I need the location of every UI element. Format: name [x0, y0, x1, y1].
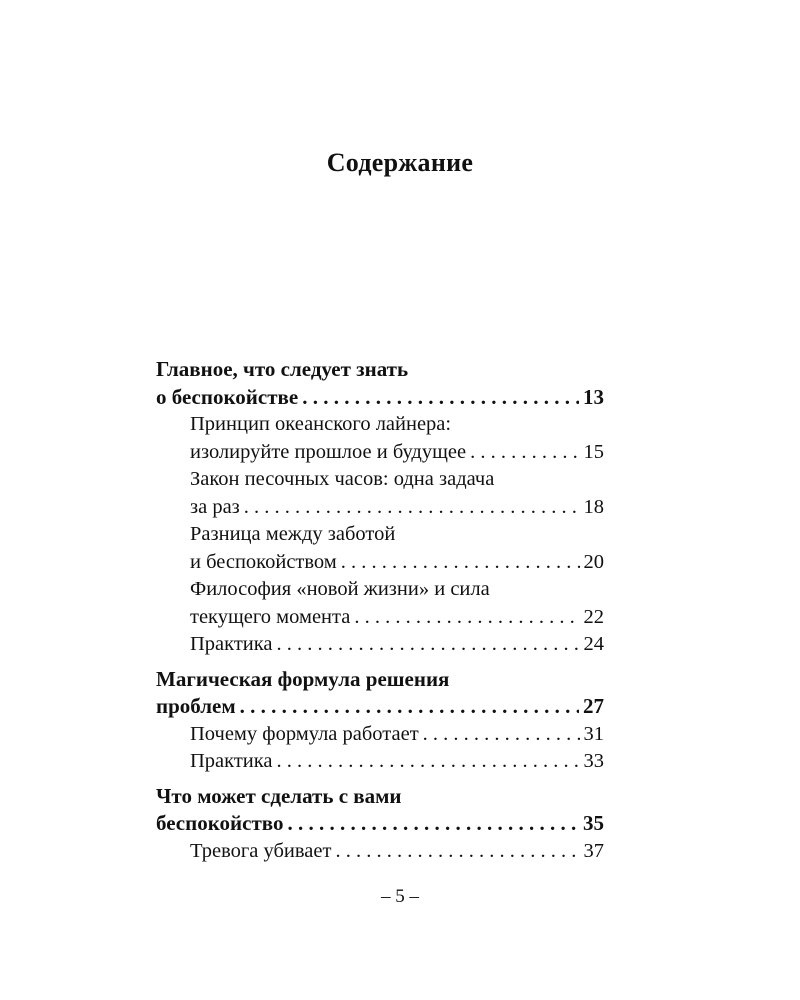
dot-leader — [277, 631, 580, 659]
page-number: 18 — [583, 495, 604, 518]
dot-leader — [287, 810, 579, 838]
toc-section-line: беспокойство — [156, 811, 284, 835]
dot-leader — [302, 384, 579, 412]
page-folio: – 5 – — [381, 886, 419, 907]
toc-section-line: проблем — [156, 694, 236, 718]
toc-subentry[interactable] — [156, 631, 604, 659]
page-title: Содержание — [326, 148, 474, 177]
page-number: 35 — [583, 811, 604, 835]
table-of-contents — [156, 356, 604, 865]
toc-subentry[interactable] — [156, 748, 604, 776]
dot-leader — [354, 604, 579, 632]
dot-leader — [244, 494, 580, 522]
toc-subentry-line: Почему формула работает — [190, 722, 419, 745]
toc-section-entry[interactable] — [156, 384, 604, 412]
toc-section-line: о беспокойстве — [156, 384, 299, 409]
dot-leader — [277, 748, 580, 776]
dot-leader — [335, 838, 579, 866]
page-number: 33 — [583, 750, 604, 772]
toc-subentry-line: изолируйте прошлое и будущее — [190, 440, 467, 463]
toc-subentry-line: Философия «новой жизни» и сила — [190, 578, 490, 600]
page-number: 24 — [583, 633, 604, 655]
page-number: 31 — [583, 722, 604, 745]
toc-subentry[interactable] — [156, 549, 604, 577]
page-number: 22 — [583, 605, 604, 628]
toc-section-entry[interactable] — [156, 810, 604, 838]
dot-leader — [341, 549, 580, 577]
toc-subentry-line: и беспокойством — [190, 550, 337, 573]
dot-leader — [470, 439, 579, 467]
dot-leader — [423, 721, 580, 749]
page-number: 27 — [583, 694, 604, 718]
toc-section-entry[interactable] — [156, 693, 604, 721]
toc-subentry[interactable] — [156, 439, 604, 467]
page-number: 20 — [583, 550, 604, 573]
toc-subentry-line: Тревога убивает — [190, 839, 332, 862]
toc-subentry-line: Практика — [190, 750, 273, 772]
toc-section-line: Магическая формула решения — [156, 666, 450, 691]
toc-subentry[interactable] — [156, 494, 604, 522]
toc-subentry-line: текущего момента — [190, 605, 351, 628]
toc-subentry-line: за раз — [190, 495, 240, 518]
toc-subentry[interactable] — [156, 838, 604, 866]
toc-subentry-line: Разница между заботой — [190, 523, 396, 545]
toc-subentry[interactable] — [156, 721, 604, 749]
page-number: 13 — [583, 384, 604, 409]
dot-leader — [240, 693, 579, 721]
page-number: 15 — [583, 440, 604, 463]
page-number: 37 — [583, 839, 604, 862]
toc-section-line: Главное, что следует знать — [156, 357, 409, 381]
toc-subentry-line: Закон песочных часов: одна задача — [190, 468, 495, 490]
toc-subentry-line: Принцип океанского лайнера: — [190, 413, 452, 435]
toc-subentry-line: Практика — [190, 633, 273, 655]
toc-subentry[interactable] — [156, 604, 604, 632]
toc-section-line: Что может сделать с вами — [156, 783, 402, 808]
